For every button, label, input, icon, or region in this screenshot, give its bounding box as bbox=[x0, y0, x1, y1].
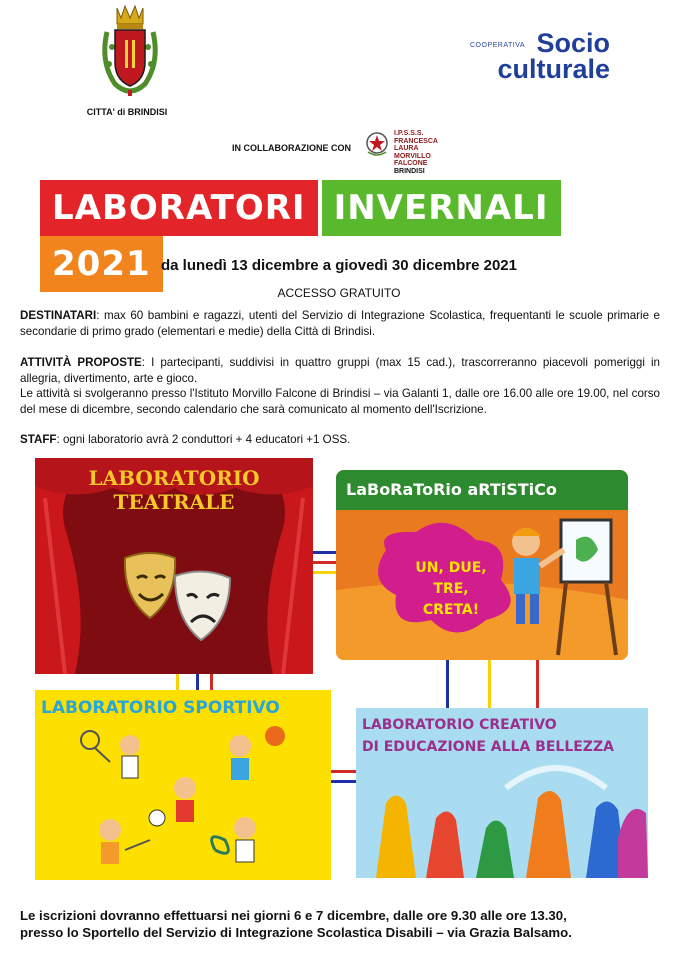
theatre-title-line2: TEATRALE bbox=[113, 490, 235, 514]
school-logo-line: MORVILLO bbox=[394, 152, 431, 160]
splash-line: CRETA! bbox=[422, 602, 480, 618]
kids-sports-icon bbox=[35, 690, 331, 880]
school-logo-line: FALCONE bbox=[394, 160, 428, 167]
connector-line bbox=[313, 561, 336, 564]
activities-label: ATTIVITÀ PROPOSTE bbox=[20, 356, 142, 369]
activities-paragraph bbox=[20, 355, 660, 417]
creative-title-line1: LABORATORIO CREATIVO bbox=[362, 717, 557, 733]
connector-line bbox=[446, 660, 449, 708]
school-logo-text bbox=[394, 130, 438, 175]
art-panel-title: LaBoRaToRio aRTiSTiCo bbox=[346, 480, 557, 499]
registration-line1: Le iscrizioni dovranno effettuarsi nei giorni 6 e 7 dicembre, dalle ore 9.30 alle ore 13.30, bbox=[20, 908, 567, 923]
theatre-title-line1: LABORATORIO bbox=[88, 466, 260, 490]
connector-line bbox=[331, 780, 356, 783]
school-logo-line: LAURA bbox=[394, 145, 419, 152]
panel-sport-workshop bbox=[35, 690, 331, 880]
theatre-masks-icon bbox=[115, 548, 245, 648]
theatre-panel-title bbox=[35, 466, 313, 514]
registration-info bbox=[20, 907, 660, 941]
activities-text: : I partecipanti, suddivisi in quattro gruppi (max 15 cad.), trascorreranno piacevoli pomeriggi in allegria, divertimento, arte e gioco. bbox=[20, 356, 660, 385]
access-label: ACCESSO GRATUITO bbox=[277, 286, 401, 300]
splash-line: TRE, bbox=[433, 581, 469, 597]
recipients-paragraph bbox=[20, 308, 660, 339]
italian-republic-emblem-icon bbox=[365, 130, 389, 158]
creative-title-line2: DI EDUCAZIONE ALLA BELLEZZA bbox=[362, 739, 614, 755]
staff-label: STAFF bbox=[20, 433, 57, 446]
city-label: CITTA' di BRINDISI bbox=[86, 107, 168, 117]
child-painter-icon bbox=[500, 528, 532, 560]
connector-line bbox=[176, 674, 179, 690]
splash-line: UN, DUE, bbox=[415, 560, 487, 576]
activities-location-text: Le attività si svolgeranno presso l'Istituto Morvillo Falcone di Brindisi – via Galanti 1, dalle ore 16.00 alle ore 19.00, nel corso del mese di dicembre, secondo calendario che sarà comunicato al momento dell'Iscrizione. bbox=[20, 387, 660, 416]
staff-text: : ogni laboratorio avrà 2 conduttori + 4 educatori +1 OSS. bbox=[56, 433, 351, 446]
collaboration-label: IN COLLABORAZIONE CON bbox=[232, 143, 351, 153]
coop-name-line2: culturale bbox=[497, 54, 610, 84]
connector-line bbox=[210, 674, 213, 690]
panel-theatre-workshop bbox=[35, 458, 313, 674]
title-word-invernali: INVERNALI bbox=[322, 180, 561, 236]
connector-line bbox=[488, 660, 491, 708]
date-range: da lunedì 13 dicembre a giovedì 30 dicembre 2021 bbox=[161, 257, 517, 274]
registration-line2: presso lo Sportello del Servizio di Integrazione Scolastica Disabili – via Grazia Balsamo. bbox=[20, 925, 572, 940]
title-word-laboratori: LABORATORI bbox=[40, 180, 318, 236]
recipients-text: : max 60 bambini e ragazzi, utenti del Servizio di Integrazione Scolastica, frequentanti le scuole primarie e secondarie di primo grado (elementari e medie) della Città di Brindisi. bbox=[20, 309, 660, 338]
staff-paragraph bbox=[20, 432, 660, 448]
coop-name-line1: Socio bbox=[536, 28, 610, 58]
connector-line bbox=[313, 571, 336, 574]
panel-creative-workshop bbox=[356, 708, 648, 878]
school-logo-line: I.P.S.S.S. bbox=[394, 130, 424, 137]
recipients-label: DESTINATARI bbox=[20, 309, 97, 322]
school-logo-line: BRINDISI bbox=[394, 167, 425, 175]
connector-line bbox=[313, 551, 336, 554]
sport-panel-title: LABORATORIO SPORTIVO bbox=[41, 698, 280, 718]
title-word-year: 2021 bbox=[40, 236, 163, 292]
city-crest-icon bbox=[95, 2, 165, 102]
school-logo-line: FRANCESCA bbox=[394, 137, 438, 145]
connector-line bbox=[536, 660, 539, 708]
connector-line bbox=[196, 674, 199, 690]
coop-small-label: COOPERATIVA bbox=[470, 42, 526, 49]
panel-art-workshop bbox=[336, 470, 628, 660]
art-splash-text bbox=[396, 558, 506, 621]
creative-panel-title bbox=[362, 714, 614, 758]
connector-line bbox=[331, 770, 356, 773]
cooperative-logo bbox=[470, 30, 610, 82]
